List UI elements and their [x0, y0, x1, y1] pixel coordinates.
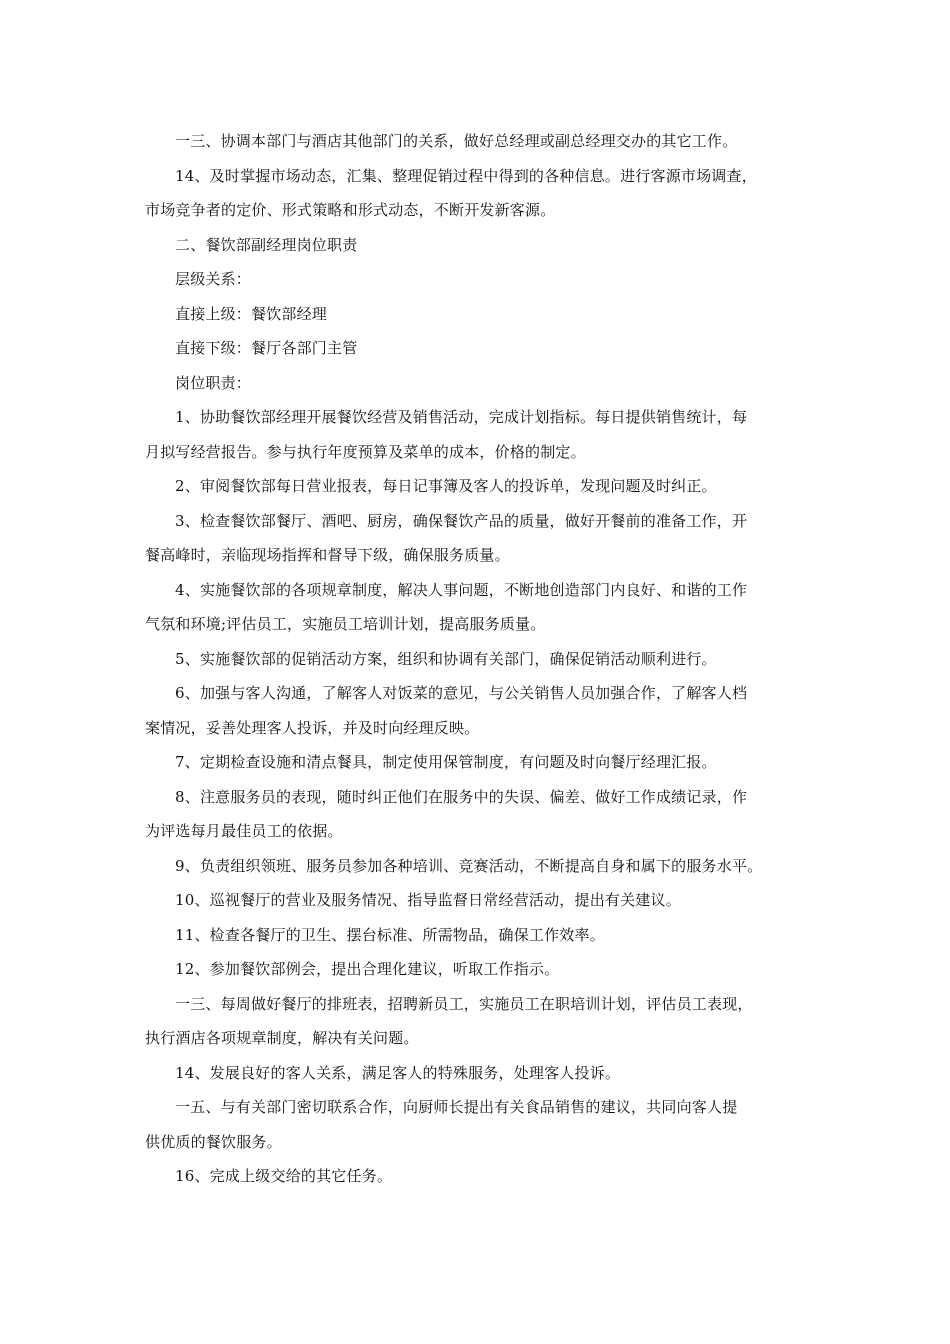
paragraph: [145, 745, 809, 780]
paragraph-continuation-line: 为评选每月最佳员工的依据。: [145, 822, 343, 840]
paragraph: [145, 952, 809, 987]
paragraph: [145, 262, 809, 297]
paragraph: [145, 676, 809, 745]
paragraph-continuation-line: 气氛和环境;评估员工，实施员工培训计划，提高服务质量。: [145, 615, 546, 633]
paragraph-first-line: 12、参加餐饮部例会，提出合理化建议，听取工作指示。: [175, 960, 560, 978]
paragraph: [145, 780, 809, 849]
paragraph-first-line: 10、巡视餐厅的营业及服务情况、指导监督日常经营活动，提出有关建议。: [175, 891, 681, 909]
paragraph-first-line: 1、协助餐饮部经理开展餐饮经营及销售活动，完成计划指标。每日提供销售统计，每: [175, 408, 748, 426]
paragraph: [145, 331, 809, 366]
paragraph: [145, 987, 809, 1056]
paragraph: [145, 469, 809, 504]
paragraph: [145, 228, 809, 263]
paragraph-first-line: 直接下级：餐厅各部门主管: [175, 339, 358, 357]
paragraph: [145, 1159, 809, 1194]
paragraph-first-line: 4、实施餐饮部的各项规章制度，解决人事问题，不断地创造部门内良好、和谐的工作: [175, 580, 748, 599]
paragraph: [145, 1056, 809, 1091]
paragraph-continuation-line: 餐高峰时，亲临现场指挥和督导下级，确保服务质量。: [145, 546, 510, 564]
document-body: [145, 124, 809, 1194]
paragraph: [145, 124, 809, 159]
paragraph-first-line: 16、完成上级交给的其它任务。: [175, 1167, 393, 1185]
paragraph-first-line: 11、检查各餐厅的卫生、摆台标准、所需物品，确保工作效率。: [175, 925, 605, 944]
paragraph-first-line: 2、审阅餐饮部每日营业报表，每日记事簿及客人的投诉单，发现问题及时纠正。: [175, 477, 717, 495]
paragraph-first-line: 6、加强与客人沟通，了解客人对饭菜的意见，与公关销售人员加强合作，了解客人档: [175, 684, 748, 702]
paragraph: [145, 1090, 809, 1159]
paragraph-continuation-line: 执行酒店各项规章制度，解决有关问题。: [145, 1029, 419, 1047]
paragraph-first-line: 一三、每周做好餐厅的排班表，招聘新员工，实施员工在职培训计划，评估员工表现，: [175, 994, 753, 1013]
paragraph: [145, 297, 809, 332]
paragraph-continuation-line: 供优质的餐饮服务。: [145, 1132, 282, 1151]
paragraph: [145, 883, 809, 918]
paragraph: [145, 366, 809, 401]
paragraph-first-line: 7、定期检查设施和清点餐具，制定使用保管制度，有问题及时向餐厅经理汇报。: [175, 753, 717, 771]
paragraph: [145, 504, 809, 573]
paragraph-first-line: 岗位职责：: [175, 373, 252, 392]
paragraph-first-line: 5、实施餐饮部的促销活动方案，组织和协调有关部门，确保促销活动顺利进行。: [175, 649, 717, 668]
paragraph-first-line: 二、餐饮部副经理岗位职责: [175, 235, 358, 254]
paragraph-continuation-line: 市场竞争者的定价、形式策略和形式动态，不断开发新客源。: [145, 201, 556, 219]
paragraph-first-line: 9、负责组织领班、服务员参加各种培训、竞赛活动，不断提高自身和属下的服务水平。: [175, 856, 763, 875]
paragraph-first-line: 一五、与有关部门密切联系合作，向厨师长提出有关食品销售的建议，共同向客人提: [175, 1098, 738, 1116]
paragraph-first-line: 14、及时掌握市场动态，汇集、整理促销过程中得到的各种信息。进行客源市场调查，: [175, 166, 757, 185]
paragraph: [145, 400, 809, 469]
paragraph: [145, 849, 809, 884]
paragraph: [145, 573, 809, 642]
paragraph-first-line: 层级关系：: [175, 270, 252, 288]
paragraph-first-line: 14、发展良好的客人关系，满足客人的特殊服务，处理客人投诉。: [175, 1063, 621, 1082]
paragraph-continuation-line: 案情况，妥善处理客人投诉，并及时向经理反映。: [145, 718, 480, 737]
paragraph: [145, 159, 809, 228]
paragraph: [145, 918, 809, 953]
paragraph-first-line: 一三、协调本部门与酒店其他部门的关系，做好总经理或副总经理交办的其它工作。: [175, 132, 738, 150]
paragraph-first-line: 8、注意服务员的表现，随时纠正他们在服务中的失误、偏差、做好工作成绩记录，作: [175, 787, 748, 806]
paragraph: [145, 642, 809, 677]
paragraph-first-line: 3、检查餐饮部餐厅、酒吧、厨房，确保餐饮产品的质量，做好开餐前的准备工作，开: [175, 511, 748, 530]
paragraph-first-line: 直接上级：餐饮部经理: [175, 304, 328, 323]
paragraph-continuation-line: 月拟写经营报告。参与执行年度预算及菜单的成本，价格的制定。: [145, 442, 586, 461]
